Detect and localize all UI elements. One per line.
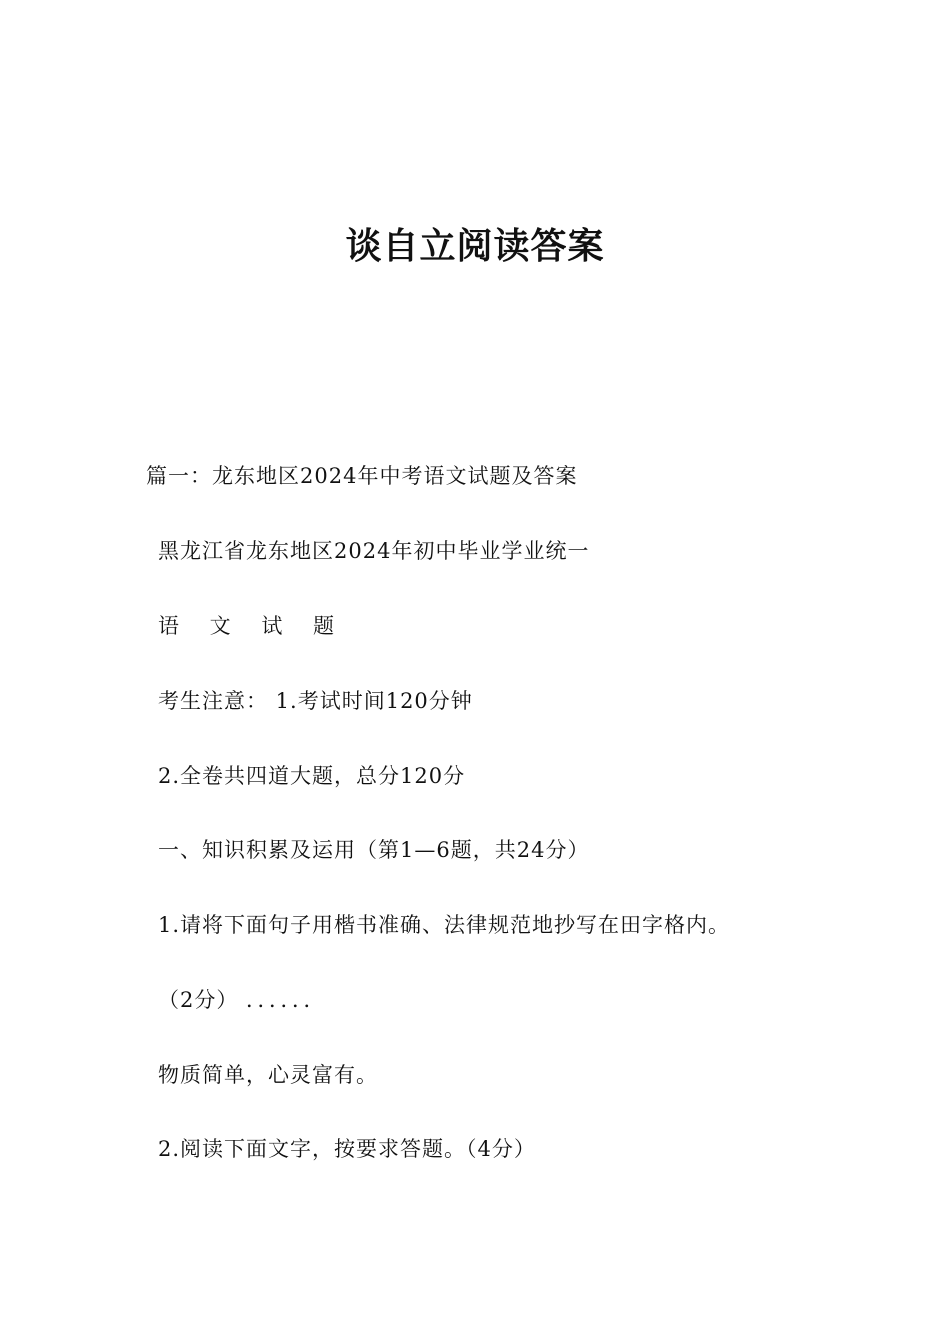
exam-score-line: 2.全卷共四道大题，总分120分 [158, 764, 466, 788]
question-2-text: 2.阅读下面文字，按要求答题。（4分） [158, 1137, 536, 1161]
exam-notice-line: 考生注意： 1.考试时间120分钟 [158, 689, 473, 713]
document-title: 谈自立阅读答案 [345, 226, 605, 267]
question-1-text: 1.请将下面句子用楷书准确、法律规范地抄写在田字格内。 [158, 913, 731, 937]
part-one-heading: 一、知识积累及运用（第1—6题，共24分） [158, 838, 590, 862]
question-1-sentence: 物质简单，心灵富有。 [158, 1063, 378, 1087]
section-heading: 篇一：龙东地区2024年中考语文试题及答案 [146, 464, 578, 488]
question-1-points: （2分） ．．．．．． [158, 988, 326, 1012]
exam-subject-line: 语 文 试 题 [158, 614, 347, 638]
exam-header-line: 黑龙江省龙东地区2024年初中毕业学业统一 [158, 539, 590, 563]
